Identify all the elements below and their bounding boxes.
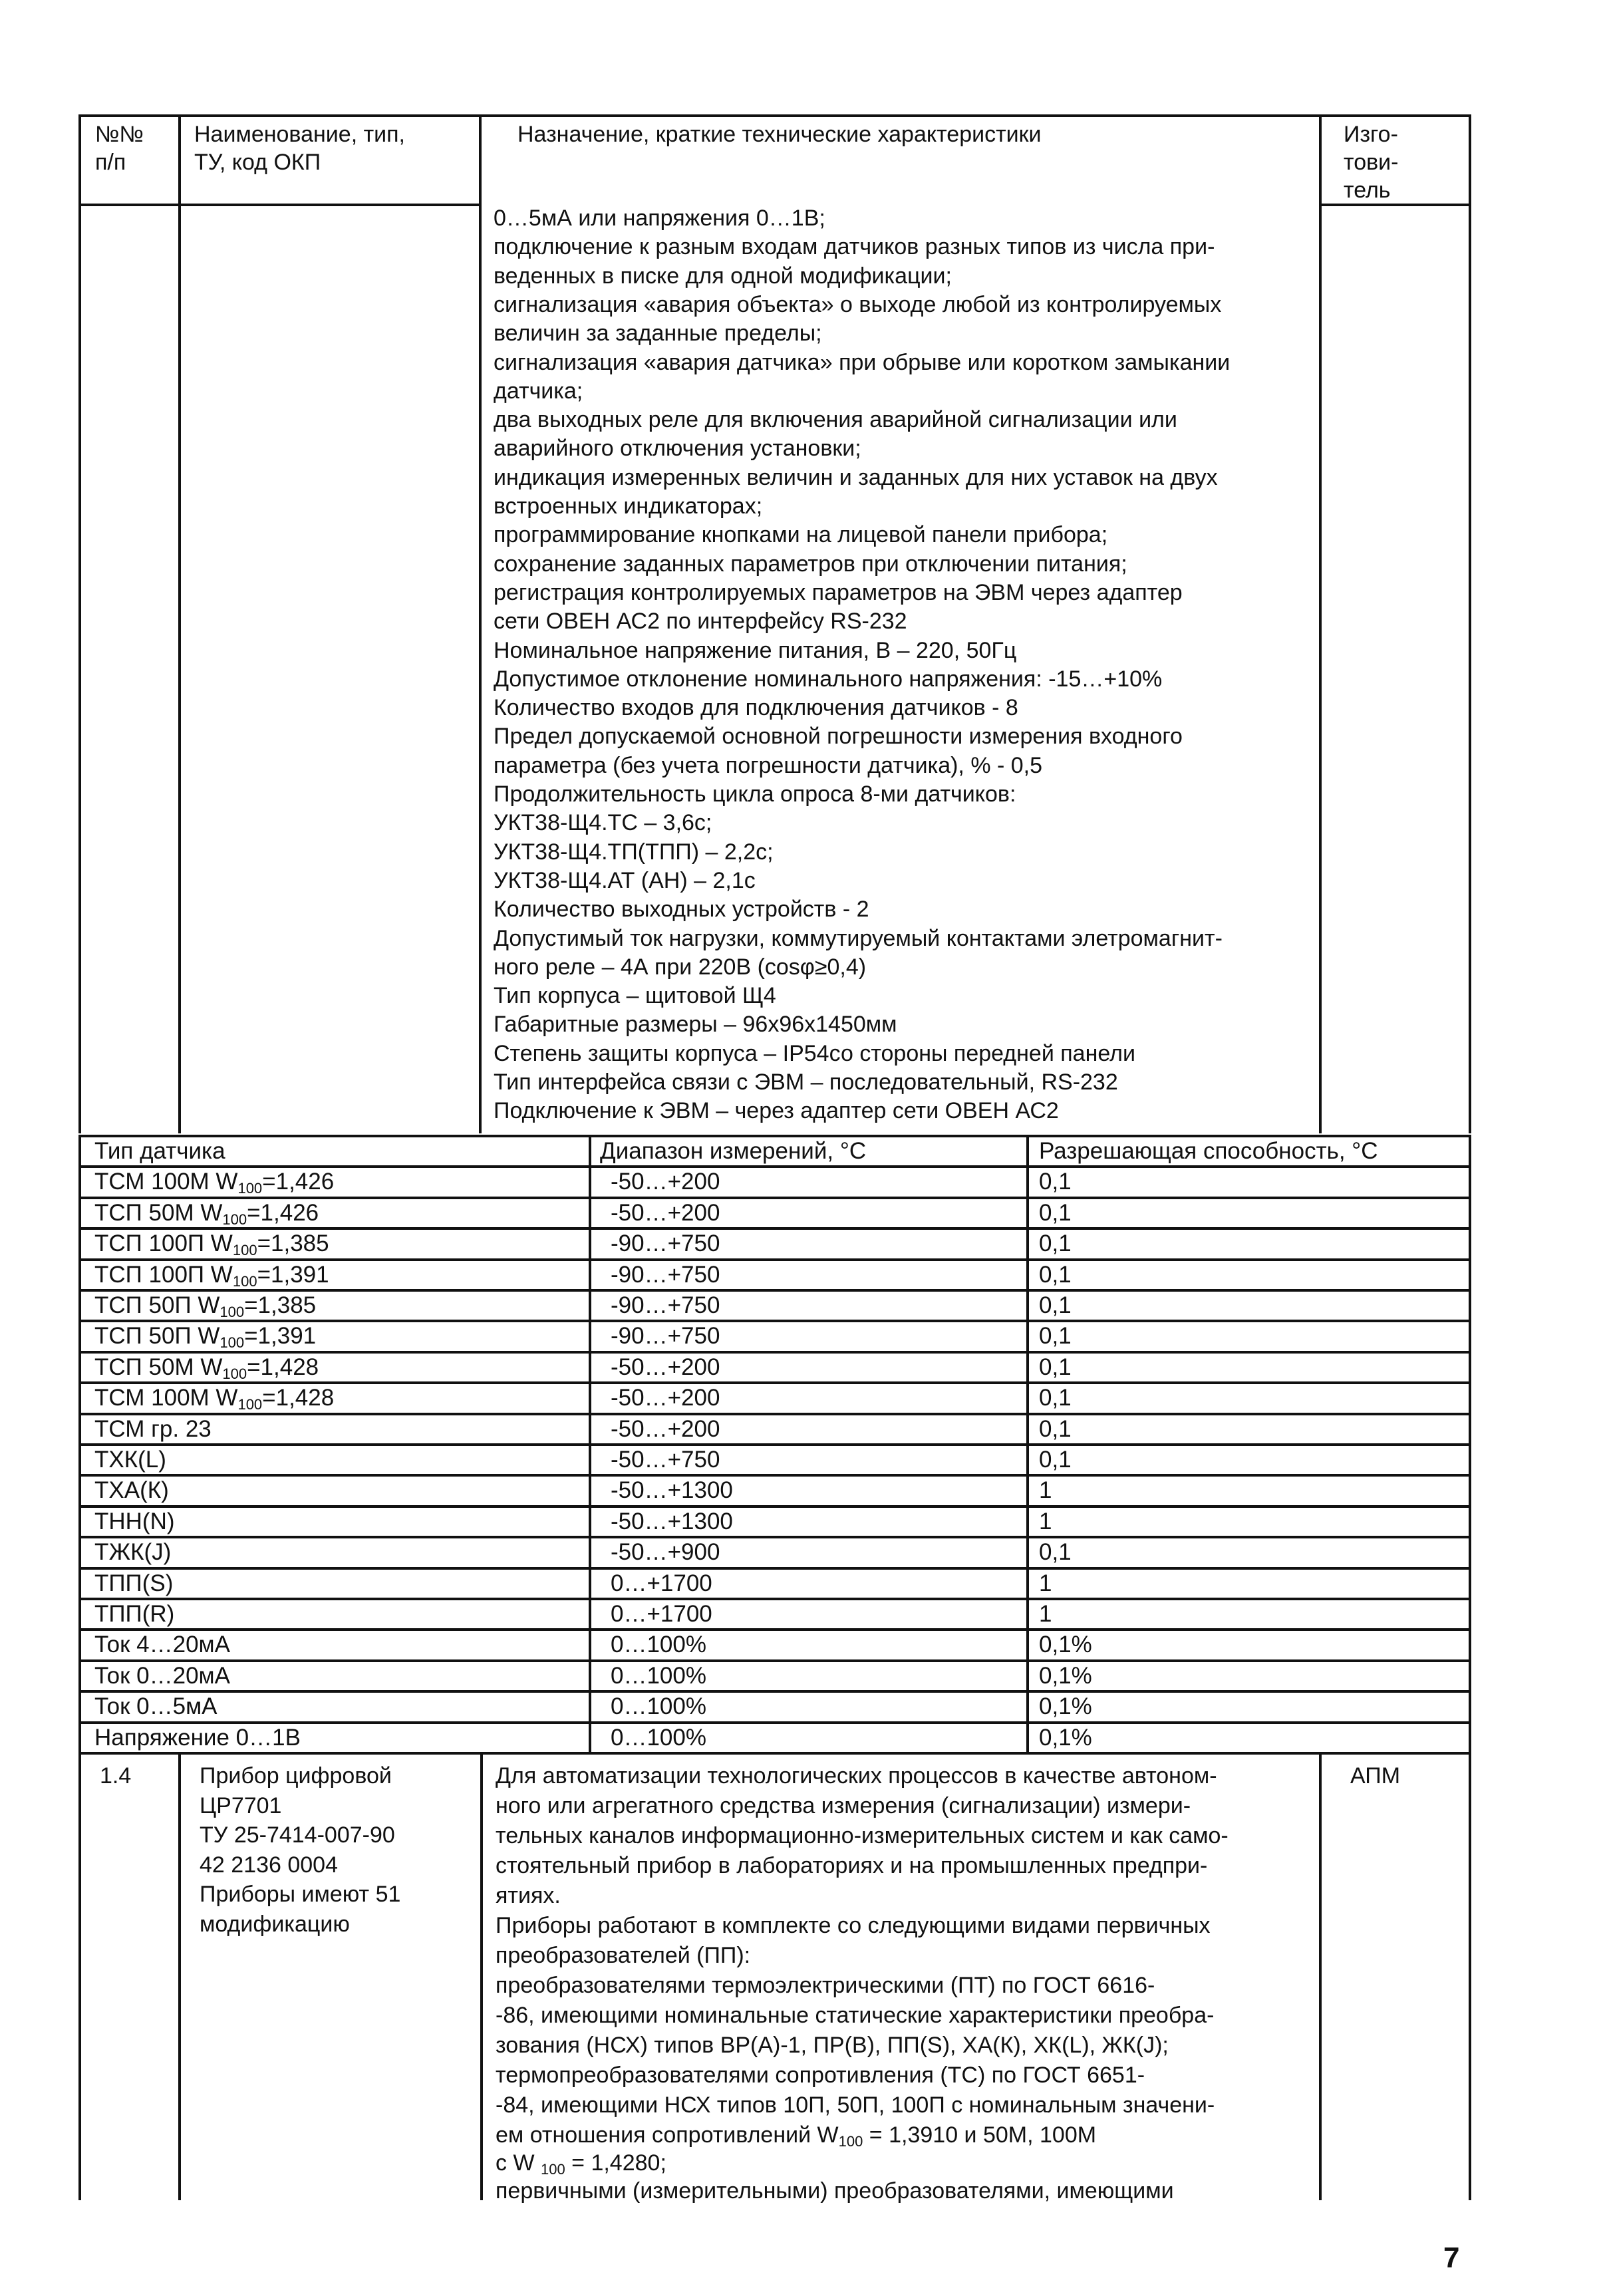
description-line: Тип интерфейса связи с ЭВМ – последовательный, RS-232 bbox=[494, 1070, 1118, 1095]
sensor-type-cell: ТСМ гр. 23 bbox=[94, 1415, 212, 1442]
sensor-type-cell: ТПП(R) bbox=[94, 1601, 175, 1627]
description-line: Предел допускаемой основной погрешности измерения входного bbox=[494, 724, 1183, 750]
description-line: Количество выходных устройств - 2 bbox=[494, 897, 869, 923]
header-bottom-border-left bbox=[78, 204, 480, 206]
table-right-border bbox=[1469, 114, 1471, 1133]
description-line: УКТ38-Щ4.ТП(ТПП) – 2,2с; bbox=[494, 839, 774, 865]
sensor-resolution-cell: 0,1 bbox=[1039, 1323, 1072, 1350]
sensor-range-cell: -50…+200 bbox=[611, 1385, 720, 1411]
description-line: параметра (без учета погрешности датчика), % - 0,5 bbox=[494, 752, 1043, 778]
item-description-line: тельных каналов информационно-измерительных систем и как само- bbox=[496, 1823, 1229, 1848]
description-line: ного реле – 4А при 220В (cosφ≥0,4) bbox=[494, 954, 867, 980]
description-line: 0…5мА или напряжения 0…1В; bbox=[494, 206, 825, 231]
item-name-line: ЦР7701 bbox=[200, 1793, 282, 1818]
item-name-line: ТУ 25-7414-007-90 bbox=[200, 1822, 395, 1848]
page-number: 7 bbox=[1443, 2241, 1460, 2274]
sensor-table-row-border bbox=[78, 1536, 1471, 1538]
description-line: Степень защиты корпуса – IP54со стороны передней панели bbox=[494, 1040, 1135, 1066]
item-name-line: 42 2136 0004 bbox=[200, 1852, 338, 1878]
sensor-range-cell: -50…+200 bbox=[611, 1169, 720, 1195]
item-1-4-last-line: первичными (измерительными) преобразователями, имеющими bbox=[496, 2178, 1174, 2204]
header-name-line2: ТУ, код ОКП bbox=[194, 150, 321, 175]
item-1-4-maker: АПМ bbox=[1350, 1763, 1401, 1789]
description-line: Габаритные размеры – 96х96х1450мм bbox=[494, 1012, 897, 1038]
sensor-table-header: Тип датчика bbox=[94, 1138, 225, 1164]
header-maker-line3: тель bbox=[1344, 178, 1391, 203]
item-description-line: термопреобразователями сопротивления (ТС) по ГОСТ 6651- bbox=[496, 2063, 1145, 2088]
sensor-range-cell: -90…+750 bbox=[611, 1261, 720, 1288]
description-line: датчика; bbox=[494, 378, 583, 404]
sensor-resolution-cell: 0,1% bbox=[1039, 1724, 1092, 1751]
description-line: программирование кнопками на лицевой панели прибора; bbox=[494, 522, 1108, 548]
sensor-resolution-cell: 0,1% bbox=[1039, 1632, 1092, 1658]
sensor-table-row-border bbox=[78, 1505, 1471, 1508]
sensor-type-cell: ТСП 100П $W_{100}=1,391$ bbox=[94, 1261, 329, 1290]
item-description-line: -84, имеющими НСХ типов 10П, 50П, 100П с номинальным значени- bbox=[496, 2092, 1215, 2118]
sensor-range-cell: 0…100% bbox=[611, 1693, 706, 1720]
sensor-table-col-border bbox=[589, 1135, 591, 1755]
sensor-range-cell: 0…+1700 bbox=[611, 1601, 712, 1627]
sensor-resolution-cell: 0,1% bbox=[1039, 1662, 1092, 1689]
description-line: Продолжительность цикла опроса 8-ми датчиков: bbox=[494, 782, 1016, 807]
description-line: Допустимое отклонение номинального напряжения: -15…+10% bbox=[494, 666, 1163, 692]
sensor-range-cell: -50…+200 bbox=[611, 1354, 720, 1380]
description-line: два выходных реле для включения аварийной сигнализации или bbox=[494, 407, 1177, 433]
item-description-line: преобразователями термоэлектрическими (ПТ) по ГОСТ 6616- bbox=[496, 1973, 1155, 1998]
sensor-resolution-cell: 1 bbox=[1039, 1570, 1052, 1596]
item-description-line: -86, имеющими номинальные статические характеристики преобра- bbox=[496, 2003, 1215, 2028]
sensor-table-row-border bbox=[78, 1474, 1471, 1477]
item-name-line: модификацию bbox=[200, 1911, 350, 1937]
description-line: встроенных индикаторах; bbox=[494, 494, 763, 519]
description-line: подключение к разным входам датчиков разных типов из числа при- bbox=[494, 234, 1215, 260]
sensor-type-cell: ТСМ 100М $W_{100}=1,426$ bbox=[94, 1169, 335, 1197]
sensor-type-cell: ТСП 50П $W_{100}=1,391$ bbox=[94, 1323, 317, 1352]
description-line: УКТ38-Щ4.ТС – 3,6с; bbox=[494, 810, 712, 836]
description-line: Тип корпуса – щитовой Щ4 bbox=[494, 983, 776, 1009]
sensor-type-cell: ТПП(S) bbox=[94, 1570, 174, 1596]
col-divider-2 bbox=[479, 114, 482, 1133]
item-description-line: Приборы работают в комплекте со следующими видами первичных bbox=[496, 1913, 1211, 1938]
description-line: аварийного отключения установки; bbox=[494, 436, 861, 462]
description-line: регистрация контролируемых параметров на ЭВМ через адаптер bbox=[494, 579, 1183, 605]
description-line: Количество входов для подключения датчиков - 8 bbox=[494, 695, 1018, 721]
sensor-range-cell: 0…100% bbox=[611, 1632, 706, 1658]
item-description-line: зования (НСХ) типов ВР(А)-1, ПР(В), ПП(S), ХА(К), ХК(L), ЖК(J); bbox=[496, 2033, 1169, 2058]
sensor-type-cell: ТНН(N) bbox=[94, 1508, 175, 1534]
table-top-border bbox=[78, 114, 1471, 117]
description-line: УКТ38-Щ4.АТ (АН) – 2,1с bbox=[494, 867, 756, 893]
sensor-type-cell: ТСП 100П $W_{100}=1,385$ bbox=[94, 1230, 329, 1259]
item-1-4-right-border bbox=[1469, 1755, 1471, 2200]
item-description-line: Для автоматизации технологических процессов в качестве автоном- bbox=[496, 1763, 1217, 1789]
item-1-4-col-divider-1 bbox=[178, 1755, 181, 2200]
description-line: величин за заданные пределы; bbox=[494, 321, 822, 347]
sensor-range-cell: -90…+750 bbox=[611, 1292, 720, 1318]
description-line: индикация измеренных величин и заданных для них уставок на двух bbox=[494, 464, 1218, 490]
sensor-range-cell: 0…100% bbox=[611, 1662, 706, 1689]
item-1-4-ratio-line: ем отношения сопротивлений $W_{100} = 1,3910$ и 50М, 100М bbox=[496, 2122, 1097, 2150]
sensor-range-cell: 0…+1700 bbox=[611, 1570, 712, 1596]
item-1-4-col-divider-2 bbox=[480, 1755, 483, 2200]
sensor-table-header: Разрешающая способность, °С bbox=[1039, 1138, 1378, 1164]
sensor-range-cell: -90…+750 bbox=[611, 1230, 720, 1257]
header-purpose: Назначение, краткие технические характеристики bbox=[517, 122, 1042, 147]
header-maker-line2: тови- bbox=[1344, 150, 1399, 175]
sensor-range-cell: -50…+1300 bbox=[611, 1477, 733, 1504]
sensor-resolution-cell: 0,1 bbox=[1039, 1292, 1072, 1318]
sensor-table-row-border bbox=[78, 1690, 1471, 1693]
sensor-table-col-border bbox=[1469, 1135, 1471, 1755]
sensor-range-cell: -90…+750 bbox=[611, 1323, 720, 1350]
sensor-resolution-cell: 1 bbox=[1039, 1508, 1052, 1534]
sensor-table-row-border bbox=[78, 1598, 1471, 1600]
description-line: Подключение к ЭВМ – через адаптер сети ОВЕН АС2 bbox=[494, 1098, 1059, 1124]
item-name-line: Приборы имеют 51 bbox=[200, 1882, 401, 1907]
item-description-line: ного или агрегатного средства измерения (сигнализации) измери- bbox=[496, 1793, 1191, 1818]
item-1-4-w-line: с W $_{100}$ = 1,4280; bbox=[496, 2150, 666, 2178]
sensor-table-header: Диапазон измерений, °С bbox=[600, 1138, 867, 1164]
description-line: Допустимый ток нагрузки, коммутируемый контактами элетромагнит- bbox=[494, 925, 1223, 951]
sensor-type-cell: ТСП 50М $W_{100}=1,426$ bbox=[94, 1199, 319, 1228]
sensor-range-cell: -50…+200 bbox=[611, 1199, 720, 1226]
sensor-table-col-border bbox=[1026, 1135, 1029, 1755]
description-line: Номинальное напряжение питания, В – 220, 50Гц bbox=[494, 637, 1017, 663]
col-divider-1 bbox=[178, 114, 181, 1133]
sensor-resolution-cell: 0,1 bbox=[1039, 1169, 1072, 1195]
item-description-line: преобразователей (ПП): bbox=[496, 1943, 751, 1968]
sensor-table-row-border bbox=[78, 1628, 1471, 1631]
sensor-type-cell: Ток 0…5мА bbox=[94, 1693, 218, 1720]
sensor-resolution-cell: 0,1 bbox=[1039, 1354, 1072, 1380]
item-name-line: Прибор цифровой bbox=[200, 1763, 392, 1789]
header-maker-line1: Изго- bbox=[1344, 122, 1398, 147]
sensor-range-cell: -50…+750 bbox=[611, 1447, 720, 1473]
item-1-4-col-divider-3 bbox=[1319, 1755, 1322, 2200]
sensor-type-cell: ТХК(L) bbox=[94, 1447, 166, 1473]
sensor-range-cell: -50…+200 bbox=[611, 1415, 720, 1442]
sensor-type-cell: ТСП 50П $W_{100}=1,385$ bbox=[94, 1292, 317, 1320]
sensor-resolution-cell: 0,1 bbox=[1039, 1230, 1072, 1257]
item-1-4-left-border bbox=[78, 1755, 81, 2200]
sensor-table-row-border bbox=[78, 1443, 1471, 1446]
sensor-table-row-border bbox=[78, 1567, 1471, 1570]
sensor-type-cell: ТСМ 100М $W_{100}=1,428$ bbox=[94, 1385, 335, 1413]
description-line: сигнализация «авария датчика» при обрыве или коротком замыкании bbox=[494, 349, 1231, 375]
sensor-resolution-cell: 0,1 bbox=[1039, 1447, 1072, 1473]
sensor-resolution-cell: 1 bbox=[1039, 1601, 1052, 1627]
sensor-resolution-cell: 0,1 bbox=[1039, 1199, 1072, 1226]
item-1-4-number: 1.4 bbox=[100, 1763, 132, 1789]
sensor-resolution-cell: 0,1% bbox=[1039, 1693, 1092, 1720]
item-description-line: стоятельный прибор в лабораториях и на промышленных предпри- bbox=[496, 1853, 1208, 1878]
sensor-type-cell: ТЖК(J) bbox=[94, 1539, 172, 1566]
description-line: веденных в писке для одной модификации; bbox=[494, 263, 952, 289]
sensor-type-cell: Напряжение 0…1В bbox=[94, 1724, 301, 1751]
sensor-resolution-cell: 0,1 bbox=[1039, 1539, 1072, 1566]
description-line: сигнализация «авария объекта» о выходе любой из контролируемых bbox=[494, 291, 1222, 317]
sensor-resolution-cell: 0,1 bbox=[1039, 1415, 1072, 1442]
sensor-type-cell: Ток 4…20мА bbox=[94, 1632, 230, 1658]
description-line: сети ОВЕН АС2 по интерфейсу RS-232 bbox=[494, 609, 907, 635]
sensor-resolution-cell: 0,1 bbox=[1039, 1385, 1072, 1411]
header-name-line1: Наименование, тип, bbox=[194, 122, 406, 147]
sensor-resolution-cell: 0,1 bbox=[1039, 1261, 1072, 1288]
table-left-border bbox=[78, 114, 81, 1133]
item-description-line: ятиях. bbox=[496, 1883, 561, 1908]
sensor-type-cell: ТХА(К) bbox=[94, 1477, 169, 1504]
sensor-type-cell: Ток 0…20мА bbox=[94, 1662, 230, 1689]
sensor-resolution-cell: 1 bbox=[1039, 1477, 1052, 1504]
sensor-table-row-border bbox=[78, 1659, 1471, 1662]
header-num-line1: №№ bbox=[95, 122, 144, 147]
sensor-table-col-border bbox=[78, 1135, 81, 1755]
sensor-range-cell: -50…+900 bbox=[611, 1539, 720, 1566]
sensor-range-cell: -50…+1300 bbox=[611, 1508, 733, 1534]
description-line: сохранение заданных параметров при отключении питания; bbox=[494, 551, 1127, 577]
sensor-range-cell: 0…100% bbox=[611, 1724, 706, 1751]
col-divider-3 bbox=[1319, 114, 1322, 1133]
sensor-type-cell: ТСП 50М $W_{100}=1,428$ bbox=[94, 1354, 319, 1382]
header-num-line2: п/п bbox=[95, 150, 126, 175]
